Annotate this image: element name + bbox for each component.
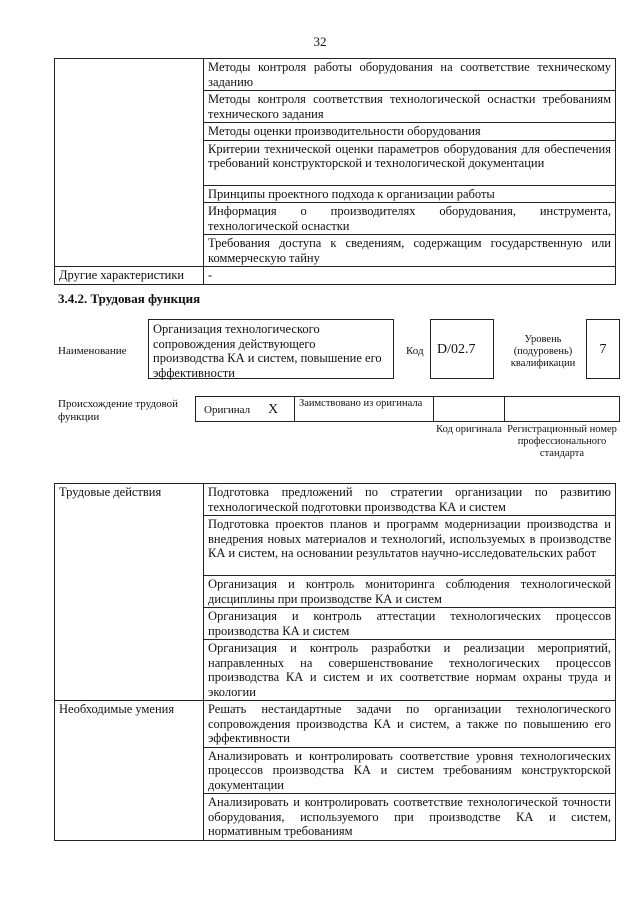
table-cell: Информация о производителях оборудования, инструмента, технологической оснастки [204,203,616,235]
table-row [55,267,616,285]
level-box: 7 [586,319,620,379]
reg-number-box [504,396,620,422]
other-characteristics-label: Другие характеристики [55,267,204,285]
table-cell: Анализировать и контролировать соответствие уровня технологических процессов производства КА и систем требованиям конструкторской документации [204,747,616,794]
code-box: D/02.7 [430,319,494,379]
table-cell: Решать нестандартные задачи по организации технологического сопровождения производства КА и систем, а также по повышению его эффективности [204,701,616,748]
level-label: Уровень (подуровень) квалификации [510,334,576,369]
table-cell: Методы контроля соответствия технологической оснастки требованиям технического задания [204,91,616,123]
table-cell: Организация и контроль мониторинга соблюдения технологической дисциплины при производстве КА и систем [204,576,616,608]
original-label: Оригинал [204,404,251,416]
group-label-labor-actions: Трудовые действия [55,484,204,701]
original-cell [195,396,295,422]
table-label-cell [55,59,204,267]
reg-number-caption: Регистрационный номер профессионального стандарта [507,424,617,459]
table-row [55,701,616,748]
table-cell: Подготовка предложений по стратегии организации по развитию технологической подготовки производства КА и систем [204,484,616,516]
table-cell: Подготовка проектов планов и программ модернизации производства и внедрения новых материалов и технологий, используемых в производстве КА и систем, на основании результатов научно-исследовательских работ [204,516,616,576]
table-cell: Методы оценки производительности оборудования [204,123,616,141]
group-label-required-skills: Необходимые умения [55,701,204,841]
borrowed-label: Заимствовано из оригинала [299,398,423,409]
function-name-box: Организация технологического сопровождения действующего производства КА и систем, повышение его эффективности [148,319,394,379]
table-cell: Критерии технической оценки параметров оборудования для обеспечения требований конструкторской и технологической документации [204,140,616,185]
table-cell: Методы контроля работы оборудования на соответствие техническому заданию [204,59,616,91]
code-label: Код [406,345,424,357]
table-cell: Организация и контроль аттестации технологических процессов производства КА и систем [204,608,616,640]
original-mark: X [268,402,279,417]
code-original-caption: Код оригинала [436,424,502,435]
page-number: 32 [313,34,327,49]
table-row [55,484,616,516]
other-characteristics-value: - [204,267,616,285]
section-title: 3.4.2. Трудовая функция [58,291,201,306]
table-row [55,59,616,91]
labor-actions-table [54,483,616,841]
table-cell: Требования доступа к сведениям, содержащим государственную или коммерческую тайну [204,235,616,267]
table-cell: Принципы проектного подхода к организации работы [204,185,616,203]
borrowed-cell [294,396,434,422]
table-cell: Анализировать и контролировать соответствие технологической точности оборудования, используемого при производстве КА и систем, нормативным требованиям [204,794,616,841]
table-cell: Организация и контроль разработки и реализации мероприятий, направленных на совершенствование технологических процессов производства КА и систем и их соответствие нормам охраны труда и экологии [204,640,616,701]
name-label: Наименование [58,345,127,357]
code-original-box [433,396,505,422]
origin-label: Происхождение трудовой функции [58,398,179,423]
knowledge-table [54,58,616,285]
